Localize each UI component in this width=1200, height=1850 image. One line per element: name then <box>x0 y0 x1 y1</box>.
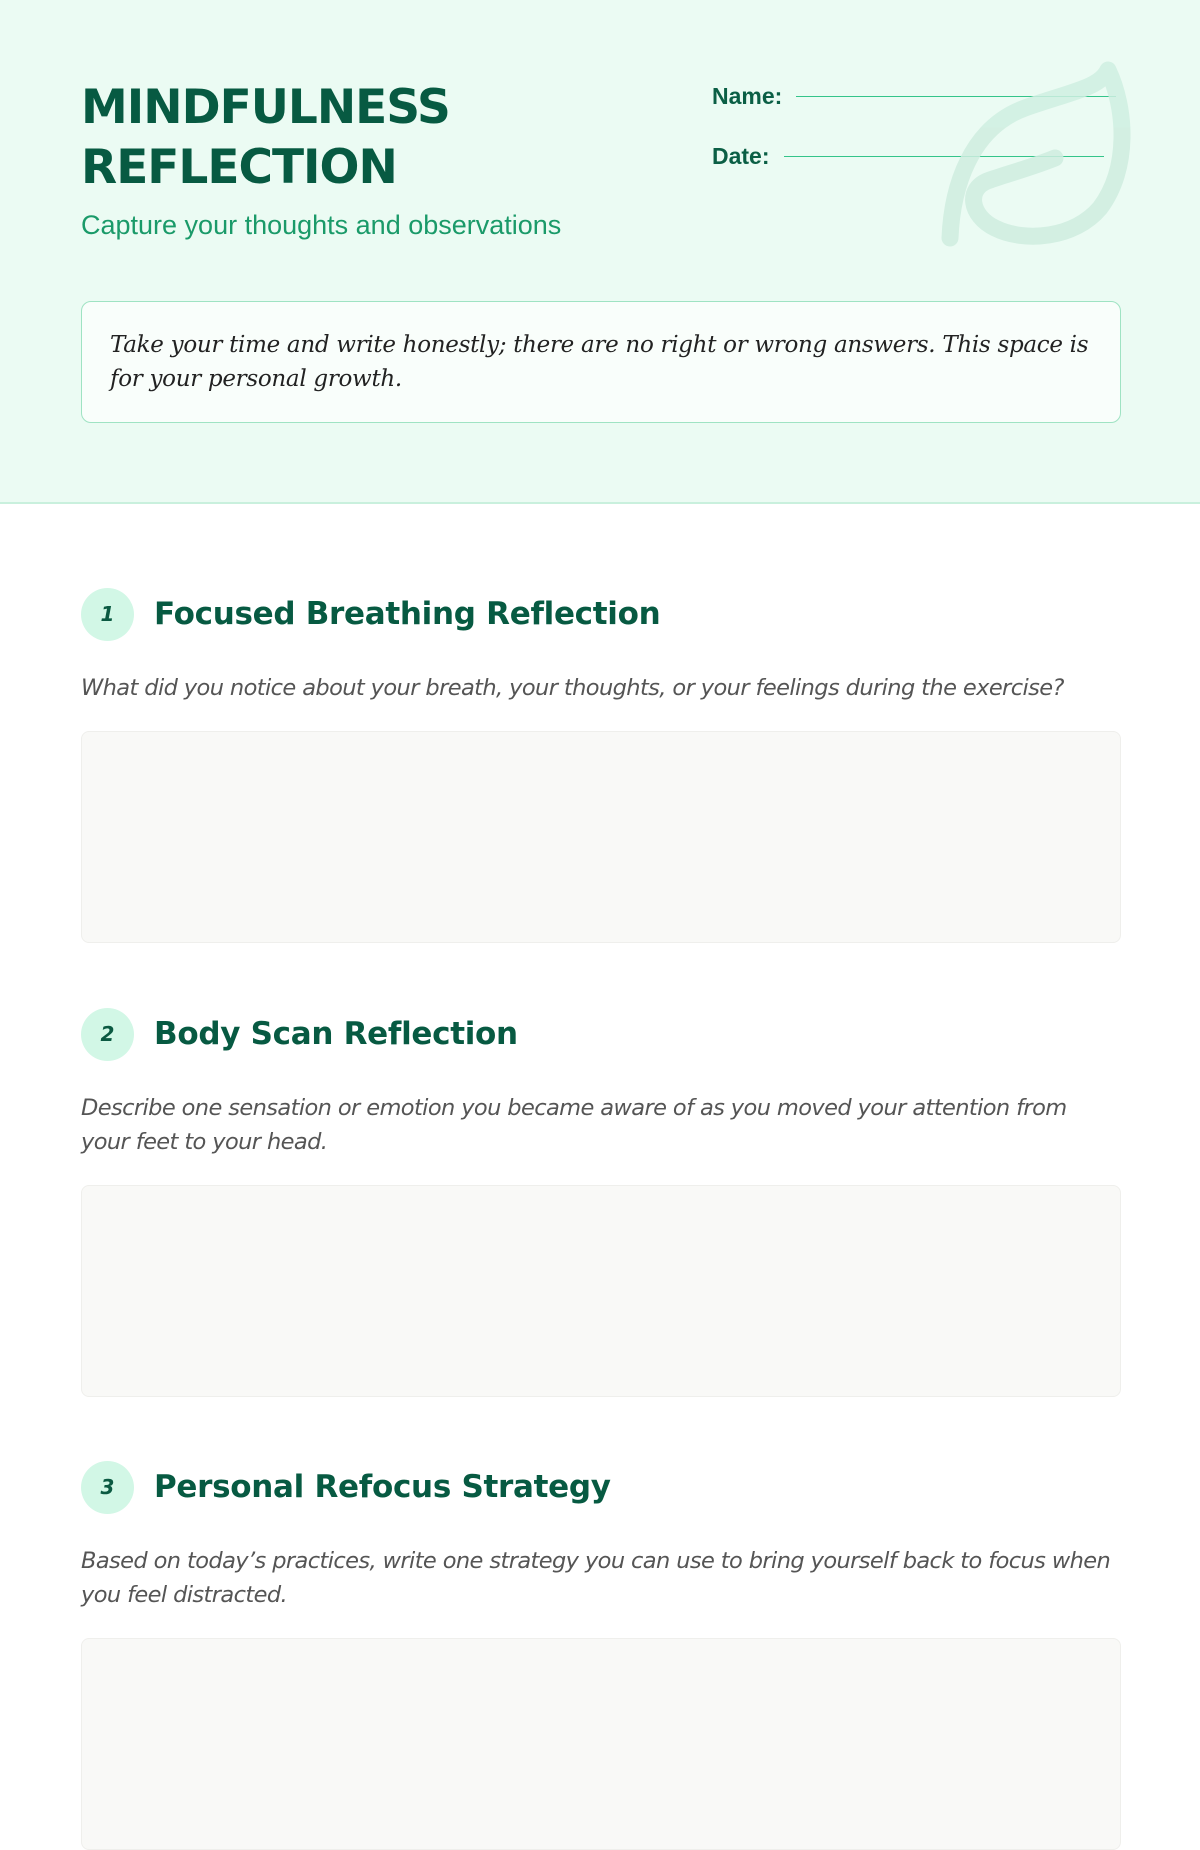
answer-area[interactable] <box>81 1185 1121 1397</box>
section-prompt: What did you notice about your breath, your thoughts, or your feelings during the exercise? <box>81 675 1064 701</box>
section-title: Personal Refocus Strategy <box>154 1469 611 1505</box>
answer-area[interactable] <box>81 1638 1121 1850</box>
section-body-scan <box>81 1007 1121 1397</box>
leaf-icon <box>930 58 1135 258</box>
section-number-badge: 3 <box>81 1461 134 1514</box>
section-refocus-strategy <box>81 1460 1121 1850</box>
section-header <box>81 1460 1121 1514</box>
section-title: Body Scan Reflection <box>154 1016 518 1052</box>
instruction-note <box>81 301 1121 423</box>
page-title: MINDFULNESS REFLECTION <box>81 80 450 195</box>
section-number-badge: 1 <box>81 588 134 641</box>
section-title: Focused Breathing Reflection <box>154 596 661 632</box>
section-number-badge: 2 <box>81 1008 134 1061</box>
section-prompt: Based on today’s practices, write one strategy you can use to bring yourself back to focus when you feel distracted. <box>81 1548 1111 1608</box>
answer-area[interactable] <box>81 731 1121 943</box>
instruction-text: Take your time and write honestly; there are no right or wrong answers. This space is for your personal growth. <box>110 332 1089 392</box>
section-header <box>81 587 1121 641</box>
name-label: Name: <box>712 83 783 109</box>
section-prompt: Describe one sensation or emotion you became aware of as you moved your attention from your feet to your head. <box>81 1095 1067 1155</box>
section-focused-breathing <box>81 587 1121 943</box>
worksheet-header <box>0 0 1200 504</box>
page-subtitle: Capture your thoughts and observations <box>81 210 562 240</box>
date-label: Date: <box>712 143 770 169</box>
section-header <box>81 1007 1121 1061</box>
